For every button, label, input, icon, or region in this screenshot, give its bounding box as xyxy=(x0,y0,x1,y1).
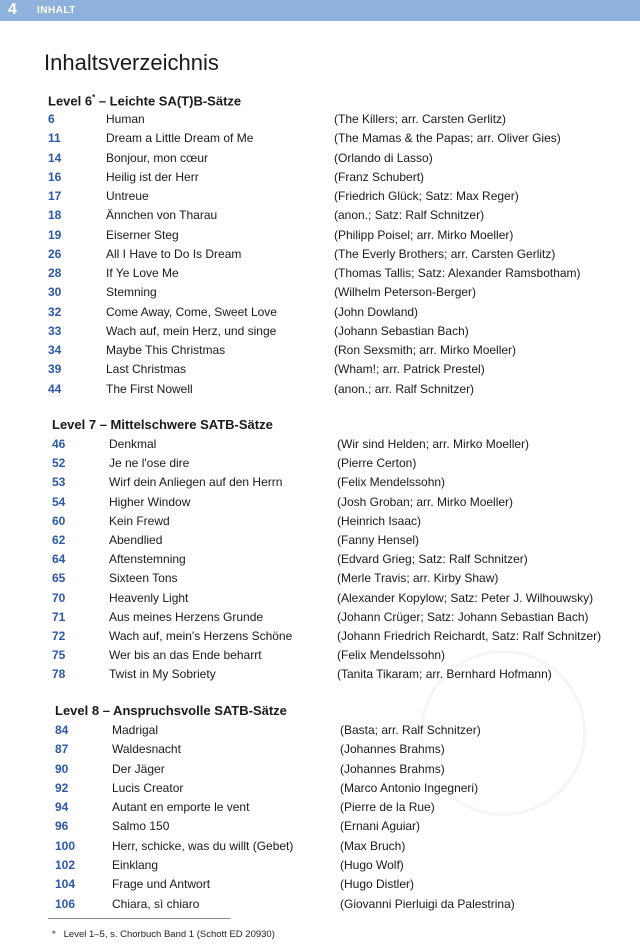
toc-author: (Heinrich Isaac) xyxy=(337,513,422,528)
level-heading: Level 7 – Mittelschwere SATB-Sätze xyxy=(52,417,273,432)
toc-title: Einklang xyxy=(112,858,159,873)
toc-title: Bonjour, mon cœur xyxy=(106,150,209,165)
toc-title: Abendlied xyxy=(109,532,163,547)
toc-page-number: 39 xyxy=(48,362,62,377)
toc-author: (Johann Sebastian Bach) xyxy=(334,323,469,338)
toc-author: (Basta; arr. Ralf Schnitzer) xyxy=(340,723,481,737)
toc-entry xyxy=(0,454,640,473)
toc-author: (Felix Mendelssohn) xyxy=(337,475,446,490)
toc-author: (Franz Schubert) xyxy=(334,169,425,184)
toc-entry xyxy=(0,608,640,627)
toc-page-number: 46 xyxy=(52,437,66,451)
toc-title: Lucis Creator xyxy=(112,780,184,795)
footnote: * Level 1–5, s. Chorbuch Band 1 (Schott ED 20930) xyxy=(52,929,275,940)
toc-page-number: 94 xyxy=(55,800,69,815)
toc-page-number: 18 xyxy=(48,208,62,223)
toc-author: (Johann Crüger; Satz: Johann Sebastian Bach) xyxy=(337,609,589,624)
toc-page-number: 16 xyxy=(48,169,62,184)
toc-entry xyxy=(0,435,640,454)
toc-page-number: 72 xyxy=(52,628,66,643)
toc-entry xyxy=(0,341,640,360)
toc-page-number: 106 xyxy=(55,896,76,911)
toc-page-number: 102 xyxy=(55,858,76,873)
toc-title: Maybe This Christmas xyxy=(106,343,226,357)
toc-title: Frage und Antwort xyxy=(112,877,211,892)
toc-page-number: 75 xyxy=(52,648,66,663)
toc-page-number: 32 xyxy=(48,304,62,319)
toc-title: Human xyxy=(106,112,145,126)
toc-page-number: 26 xyxy=(48,246,62,261)
toc-entry xyxy=(0,360,640,379)
toc-title: Der Jäger xyxy=(112,761,165,776)
toc-entry xyxy=(0,245,640,264)
toc-author: (Hugo Distler) xyxy=(340,877,415,892)
toc-title: Heavenly Light xyxy=(109,590,189,605)
toc-page-number: 64 xyxy=(52,552,66,567)
toc-author: (Max Bruch) xyxy=(340,838,406,853)
toc-author: (John Dowland) xyxy=(334,304,419,319)
toc-title: Aus meines Herzens Grunde xyxy=(109,609,264,624)
toc-page-number: 28 xyxy=(48,266,62,280)
toc-title: Denkmal xyxy=(109,437,157,451)
toc-page-number: 104 xyxy=(55,877,76,892)
toc-author: (Wham!; arr. Patrick Prestel) xyxy=(334,362,485,377)
toc-entry xyxy=(0,226,640,245)
toc-title: Dream a Little Dream of Me xyxy=(106,131,254,146)
toc-author: (Josh Groban; arr. Mirko Moeller) xyxy=(337,494,514,509)
toc-entry xyxy=(0,817,640,836)
toc-entry xyxy=(0,627,640,646)
toc-entry xyxy=(0,493,640,512)
toc-author: (Pierre Certon) xyxy=(337,456,417,471)
toc-author: (Philipp Poisel; arr. Mirko Moeller) xyxy=(334,227,514,242)
level-heading: Level 8 – Anspruchsvolle SATB-Sätze xyxy=(55,703,287,718)
header-bar xyxy=(0,0,640,21)
toc-page-number: 84 xyxy=(55,723,69,737)
toc-entry xyxy=(0,380,640,399)
toc-entry xyxy=(0,473,640,492)
toc-entry xyxy=(0,589,640,608)
toc-author: (Hugo Wolf) xyxy=(340,858,404,873)
toc-author: (Pierre de la Rue) xyxy=(340,800,435,815)
toc-title: Herr, schicke, was du willt (Gebet) xyxy=(112,838,294,853)
toc-entry xyxy=(0,283,640,302)
toc-page-number: 100 xyxy=(55,838,76,853)
toc-title: Madrigal xyxy=(112,723,159,737)
footnote-divider xyxy=(48,918,230,919)
toc-author: (Wilhelm Peterson-Berger) xyxy=(334,285,477,300)
toc-page-number: 6 xyxy=(48,112,55,126)
level-heading: Level 6* – Leichte SA(T)B-Sätze xyxy=(48,93,242,109)
toc-title: Je ne l'ose dire xyxy=(109,456,190,471)
toc-page-number: 34 xyxy=(48,343,62,357)
toc-title: Twist in My Sobriety xyxy=(109,667,216,682)
toc-title: Eiserner Steg xyxy=(106,227,179,242)
toc-entry xyxy=(0,512,640,531)
toc-author: (Tanita Tikaram; arr. Bernhard Hofmann) xyxy=(337,667,552,682)
toc-page-number: 71 xyxy=(52,609,66,624)
toc-list xyxy=(0,435,640,684)
toc-entry xyxy=(0,569,640,588)
toc-title: Wach auf, mein Herz, und singe xyxy=(106,323,277,338)
toc-title: Aftenstemning xyxy=(109,552,186,567)
toc-author: (Ernani Aguiar) xyxy=(340,819,421,834)
toc-title: If Ye Love Me xyxy=(106,266,179,280)
toc-page-number: 17 xyxy=(48,189,62,203)
toc-page-number: 33 xyxy=(48,323,62,338)
toc-title: Waldesnacht xyxy=(112,742,181,757)
toc-author: (The Mamas & the Papas; arr. Oliver Gies) xyxy=(334,131,561,146)
toc-title: Wach auf, mein's Herzens Schöne xyxy=(109,628,293,643)
toc-author: (Friedrich Glück; Satz: Max Reger) xyxy=(334,189,519,203)
toc-author: (Marco Antonio Ingegneri) xyxy=(340,780,479,795)
toc-entry xyxy=(0,129,640,148)
toc-entry xyxy=(0,206,640,225)
toc-page-number: 96 xyxy=(55,819,69,834)
toc-entry xyxy=(0,168,640,187)
toc-entry xyxy=(0,264,640,283)
toc-author: (anon.; arr. Ralf Schnitzer) xyxy=(334,381,475,396)
toc-title: All I Have to Do Is Dream xyxy=(106,246,242,261)
toc-title: Wirf dein Anliegen auf den Herrn xyxy=(109,475,283,490)
toc-author: (Ron Sexsmith; arr. Mirko Moeller) xyxy=(334,343,517,357)
section-label: INHALT xyxy=(37,5,76,16)
toc-page-number: 11 xyxy=(48,131,61,146)
toc-author: (Giovanni Pierluigi da Palestrina) xyxy=(340,896,515,911)
page-title: Inhaltsverzeichnis xyxy=(44,50,219,75)
toc-author: (Merle Travis; arr. Kirby Shaw) xyxy=(337,571,499,586)
toc-title: Autant en emporte le vent xyxy=(112,800,250,815)
toc-author: (Thomas Tallis; Satz: Alexander Ramsbotham) xyxy=(334,266,581,280)
toc-entry xyxy=(0,322,640,341)
toc-author: (Edvard Grieg; Satz: Ralf Schnitzer) xyxy=(337,552,528,567)
toc-list xyxy=(0,110,640,399)
toc-title: The First Nowell xyxy=(106,381,193,396)
toc-page-number: 19 xyxy=(48,227,62,242)
toc-entry xyxy=(0,550,640,569)
toc-page-number: 60 xyxy=(52,513,66,528)
toc-author: (The Killers; arr. Carsten Gerlitz) xyxy=(334,112,507,126)
toc-entry xyxy=(0,837,640,856)
toc-author: (Orlando di Lasso) xyxy=(334,150,433,165)
toc-page-number: 44 xyxy=(48,381,62,396)
toc-title: Wer bis an das Ende beharrt xyxy=(109,648,262,663)
toc-page-number: 87 xyxy=(55,742,69,757)
toc-title: Kein Frewd xyxy=(109,513,170,528)
toc-author: (The Everly Brothers; arr. Carsten Gerlitz) xyxy=(334,246,556,261)
toc-title: Chiara, sì chiaro xyxy=(112,896,200,911)
toc-entry xyxy=(0,187,640,206)
page-number: 4 xyxy=(8,1,17,18)
toc-page-number: 78 xyxy=(52,667,66,682)
toc-author: (Johannes Brahms) xyxy=(340,742,445,757)
toc-author: (anon.; Satz: Ralf Schnitzer) xyxy=(334,208,485,223)
watermark xyxy=(420,650,586,816)
toc-title: Sixteen Tons xyxy=(109,571,178,586)
toc-author: (Alexander Kopylow; Satz: Peter J. Wilhouwsky) xyxy=(337,590,594,605)
toc-title: Ännchen von Tharau xyxy=(106,208,218,223)
toc-title: Higher Window xyxy=(109,494,191,509)
toc-entry xyxy=(0,110,640,129)
toc-page-number: 14 xyxy=(48,150,62,165)
toc-page-number: 90 xyxy=(55,761,69,776)
toc-entry xyxy=(0,531,640,550)
toc-page-number: 62 xyxy=(52,532,66,547)
toc-title: Heilig ist der Herr xyxy=(106,169,199,184)
toc-entry xyxy=(0,895,640,914)
toc-author: (Fanny Hensel) xyxy=(337,532,420,547)
toc-title: Last Christmas xyxy=(106,362,187,377)
toc-title: Stemning xyxy=(106,285,157,300)
toc-page-number: 52 xyxy=(52,456,66,471)
toc-page-number: 70 xyxy=(52,590,66,605)
toc-entry xyxy=(0,303,640,322)
toc-page-number: 92 xyxy=(55,780,69,795)
toc-page-number: 54 xyxy=(52,494,66,509)
toc-entry xyxy=(0,856,640,875)
toc-entry xyxy=(0,149,640,168)
toc-page-number: 30 xyxy=(48,285,62,300)
toc-page-number: 65 xyxy=(52,571,66,586)
toc-author: (Wir sind Helden; arr. Mirko Moeller) xyxy=(337,437,530,451)
toc-author: (Felix Mendelssohn) xyxy=(337,648,446,663)
toc-author: (Johann Friedrich Reichardt, Satz: Ralf Schnitzer) xyxy=(337,628,602,643)
toc-entry xyxy=(0,875,640,894)
toc-page-number: 53 xyxy=(52,475,66,490)
toc-author: (Johannes Brahms) xyxy=(340,761,445,776)
toc-title: Come Away, Come, Sweet Love xyxy=(106,304,277,319)
toc-title: Salmo 150 xyxy=(112,819,170,834)
toc-title: Untreue xyxy=(106,189,149,203)
